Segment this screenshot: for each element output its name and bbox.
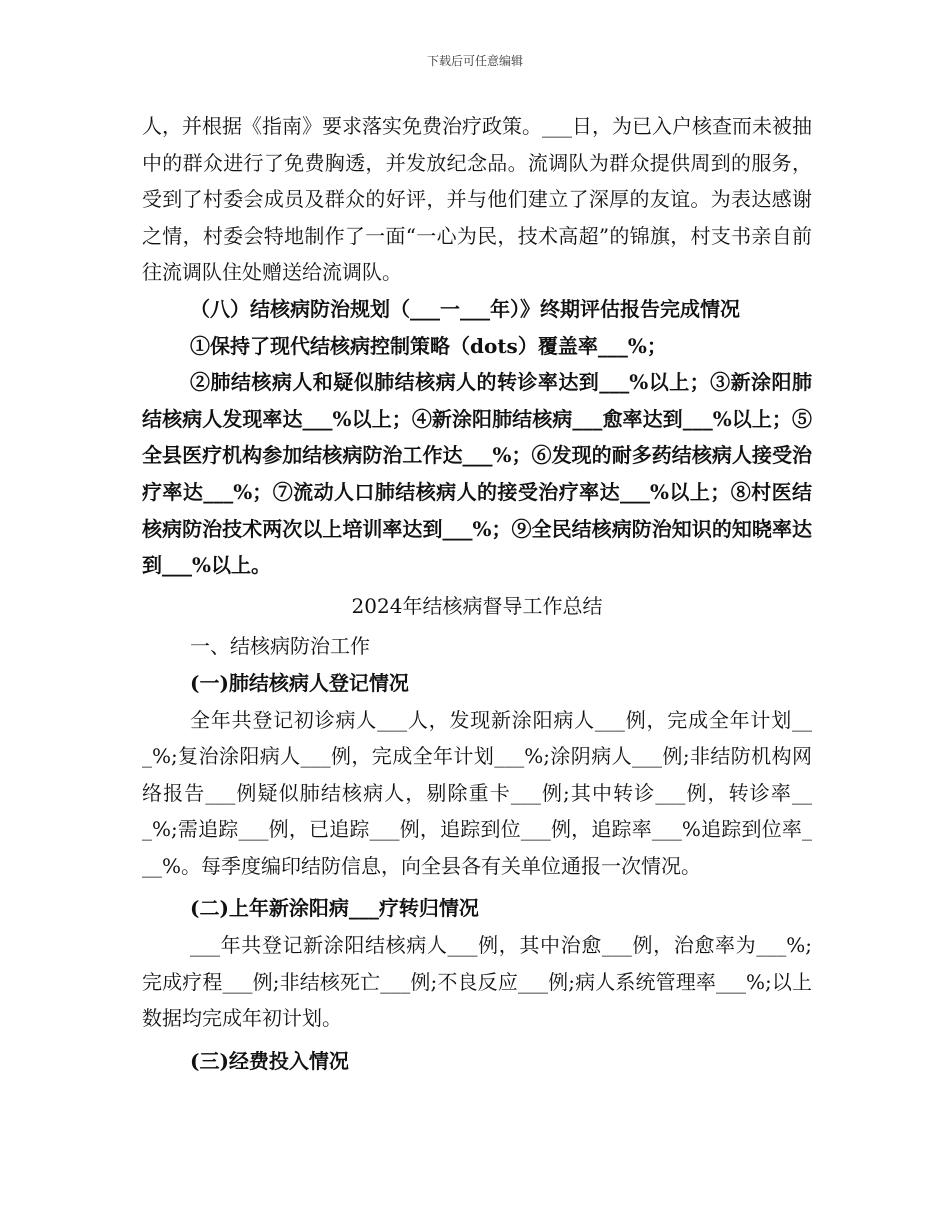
subheading-two: (二)上年新涂阳病___疗转归情况 (190, 896, 479, 921)
section-heading-one: 一、结核病防治工作 (190, 634, 370, 659)
subheading-two-body: ___年共登记新涂阳结核病人___例，其中治愈___例，治愈率为___%;完成疗程___例;非结核死亡___例;不良反应___例;病人系统管理率___%;以上数据均完成年初计划。 (142, 933, 812, 1031)
heading-eight: （八）结核病防治规划（___一___年）》终期评估报告完成情况 (190, 296, 740, 321)
subheading-one-body: 全年共登记初诊病人___人，发现新涂阳病人___例，完成全年计划___%;复治涂阳病人___例，完成全年计划___%;涂阴病人___例;非结防机构网络报告___例疑似肺结核病人，剔除重卡___例;其中转诊___例，转诊率___%;需追踪___例，已追踪___例，追踪到位___例，追踪率___%追踪到位率___%。每季度编印结防信息，向全县各有关单位通报一次情况。 (142, 707, 812, 878)
page-header: 下载后可任意编辑 (426, 54, 523, 68)
document-title: 2024年结核病督导工作总结 (351, 593, 603, 618)
paragraph-continuation: 人，并根据《指南》要求落实免费治疗政策。___日，为已入户核查而未被抽中的群众进行了免费胸透，并发放纪念品。流调队为群众提供周到的服务，受到了村委会成员及群众的好评，并与他们建立了深厚的友谊。为表达感谢之情，村委会特地制作了一面“一心为民，技术高超”的锦旗，村支书亲自前往流调队住处赠送给流调队。 (142, 114, 812, 285)
list-item-one: ①保持了现代结核病控制策略（dots）覆盖率___%； (190, 333, 667, 358)
subheading-three: (三)经费投入情况 (190, 1048, 349, 1073)
list-items-rest: ②肺结核病人和疑似肺结核病人的转诊率达到___%以上；③新涂阳肺结核病人发现率达___%以上；④新涂阳肺结核病___愈率达到___%以上；⑤全县医疗机构参加结核病防治工作达___%；⑥发现的耐多药结核病人接受治疗率达___%；⑦流动人口肺结核病人的接受治疗率达___%以上；⑧村医结核病防治技术两次以上培训率达到___%；⑨全民结核病防治知识的知晓率达到___%以上。 (142, 370, 812, 578)
subheading-one: (一)肺结核病人登记情况 (190, 670, 409, 695)
document-body (142, 108, 812, 1079)
